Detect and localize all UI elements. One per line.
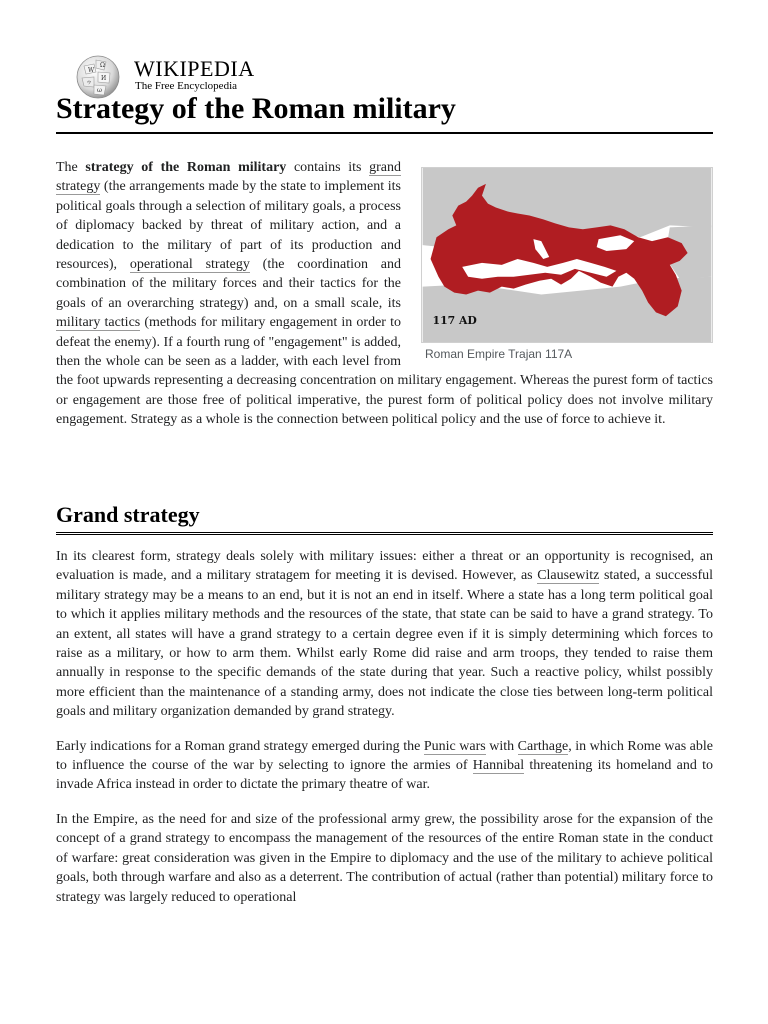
svg-text:ω: ω bbox=[97, 87, 102, 94]
roman-empire-map[interactable] bbox=[421, 167, 713, 343]
link-clausewitz[interactable]: Clausewitz bbox=[537, 568, 600, 584]
text: (methods for military engagement in order to defeat the enemy). If a fourth rung of "engagement" is added, then the whole can be seen as a ladder, with each level from the foot upwards representing a decreasing concentration on military engagement. Whereas the purest form of tactics or engagement are those free of political imperative, the purest form of political policy does not involve military engagement. Strategy as a whole is the connection between political policy and the use of force to achieve it. bbox=[56, 315, 713, 428]
link-military-tactics[interactable]: military tactics bbox=[56, 315, 141, 331]
link-grand-strategy[interactable]: grand strategy bbox=[56, 160, 402, 195]
paragraph bbox=[56, 737, 713, 795]
tagline: The Free Encyclopedia bbox=[135, 80, 238, 92]
link-operational-strategy[interactable]: operational strategy bbox=[129, 257, 250, 273]
svg-text:W: W bbox=[88, 67, 95, 74]
grand-strategy-section bbox=[56, 502, 713, 907]
text: stated, a successful military strategy may be a means to an end, but it is not an end in itself. Where a state has a long term political goal to which it applies military methods and the resources of the state, that state can be said to have a grand strategy. To an extent, all states will have a grand strategy to a certain degree even if it is simply determining which forces to raise as a military, or how to arm them. Whilst early Rome did raise and arm troops, they tended to raise them annually in response to the specific demands of the state during that year. Such a reactive policy, whilst possibly more efficient than the maintenance of a standing army, does not indicate the close ties between long-term political goals and military organization demanded by grand strategy. bbox=[56, 568, 713, 720]
text: In the Empire, as the need for and size of the professional army grew, the possibility arose for the expansion of the concept of a grand strategy to encompass the management of the resources of the entire Roman state in the conduct of warfare: great consideration was given in the Empire to diplomacy and the use of the military to achieve political goals, both through warfare and also as a deterrent. The contribution of actual (rather than potential) military force to strategy was largely reduced to operational bbox=[56, 811, 713, 905]
svg-text:И: И bbox=[101, 75, 107, 82]
page-title: Strategy of the Roman military bbox=[56, 92, 713, 134]
svg-text:Ω: Ω bbox=[100, 62, 105, 69]
figure bbox=[421, 167, 713, 361]
text: The bbox=[56, 160, 86, 175]
text: (the coordination and combination of the military forces and their tactics for the goals of an overarching strategy) and, on a small scale, its bbox=[56, 257, 401, 311]
link-hannibal[interactable]: Hannibal bbox=[472, 758, 525, 774]
text: In its clearest form, strategy deals solely with military issues: either a threat or an opportunity is recognised, an evaluation is made, and a military stratagem for meeting it is devised. However, as bbox=[56, 549, 713, 584]
section-heading: Grand strategy bbox=[56, 502, 713, 535]
intro-section bbox=[56, 158, 713, 430]
link-punic-wars[interactable]: Punic wars bbox=[423, 738, 486, 754]
svg-text:ゥ: ゥ bbox=[86, 79, 93, 86]
paragraph bbox=[56, 547, 713, 722]
text: with bbox=[485, 738, 518, 754]
wordmark: WIKIPEDIA bbox=[134, 56, 255, 81]
link-carthage[interactable]: Carthage bbox=[517, 738, 569, 754]
text: threatening its homeland and to invade Africa instead in order to dictate the primary theatre of war. bbox=[56, 758, 713, 793]
text: , in which Rome was able to influence the course of the war by selecting to ignore the armies of bbox=[56, 738, 713, 774]
text: Early indications for a Roman grand strategy emerged during the bbox=[56, 738, 424, 754]
bold-term: strategy of the Roman military bbox=[85, 160, 287, 175]
map-year-label: 117 AD bbox=[432, 314, 477, 328]
figure-caption: Roman Empire Trajan 117A bbox=[425, 347, 573, 361]
text: contains its bbox=[286, 160, 370, 175]
text: (the arrangements made by the state to implement its political goals through a selection of military goals, a process of diplomacy backed by threat of military action, and a dedication to the military of part of its production and resources), bbox=[56, 179, 401, 273]
paragraph bbox=[56, 810, 713, 907]
